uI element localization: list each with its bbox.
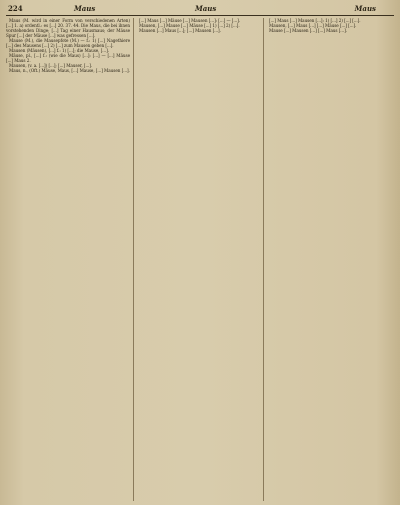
running-head-right: Maus [354, 4, 376, 13]
text-columns [6, 18, 394, 501]
entry-paragraph: Mausen, [...] Mause [...] Mäuse [...] 1) [...] 2) [...]. [139, 23, 240, 29]
entry-paragraph: Mäuse, pl., [...] f.: (wie die Maus) [...]: [...] — [...] Mäuse [...] Maus 2. [6, 53, 130, 64]
column-divider [133, 18, 134, 501]
page-header [6, 3, 394, 15]
entry-paragraph: Mausen, (v. a. [...]) [...]; [...] Mauser, [...]. [9, 63, 93, 69]
column-3 [266, 18, 390, 501]
entry-paragraph: Mausen (Mäusen), [...] f.: 1) [...]; die Mause, [...]. [9, 48, 109, 54]
page-number: 224 [8, 4, 23, 13]
column-1 [6, 18, 130, 501]
entry-paragraph: [...] Maus [...] Mausen [...]: 1) [...] 2) [...] [...]. [269, 18, 361, 23]
column-2 [136, 18, 260, 501]
running-head-left: Maus [74, 4, 96, 13]
entry-paragraph: Mause [...] Mausen [...] [...] Maus [...]. [269, 28, 347, 34]
entry-paragraph: Maus, n., (Oft.) Mäuse, Maus, [...] Mause, [...] Mausen [...]. [9, 68, 130, 74]
entry-paragraph: Mause (M.), die Mausepfote (M.) — f.: 1) [...] Nagethiere [...] des Mausens [...] 2) [...] zum Mausen geben [...]. [6, 38, 130, 49]
entry-paragraph: [...] Maus [...] Mäuse [...] Mausen [...]: [...] — [...]. [139, 18, 240, 23]
running-head-middle: Maus [195, 4, 217, 13]
header-rule [6, 15, 394, 16]
entry-paragraph: Maus (M. wird in einer Form von verschiedenen Arten) [...] 1. a) ordentl.: es [...] 20. 37. 44. Die Maus, die bei ihnen vorstehenden Dinge; [...] Tag einer Hausmaus; der Mäuse Spur [...] der Mäuse [...] was gefressen [...]. [6, 18, 130, 39]
entry-paragraph: Mausen, [...] Maus [...] [...] Mäuse [...] [...]. [269, 23, 357, 29]
entry-paragraph: Mausen [...] Maus [...]; [...] Mausen [...]. [139, 28, 221, 34]
column-divider [263, 18, 264, 501]
